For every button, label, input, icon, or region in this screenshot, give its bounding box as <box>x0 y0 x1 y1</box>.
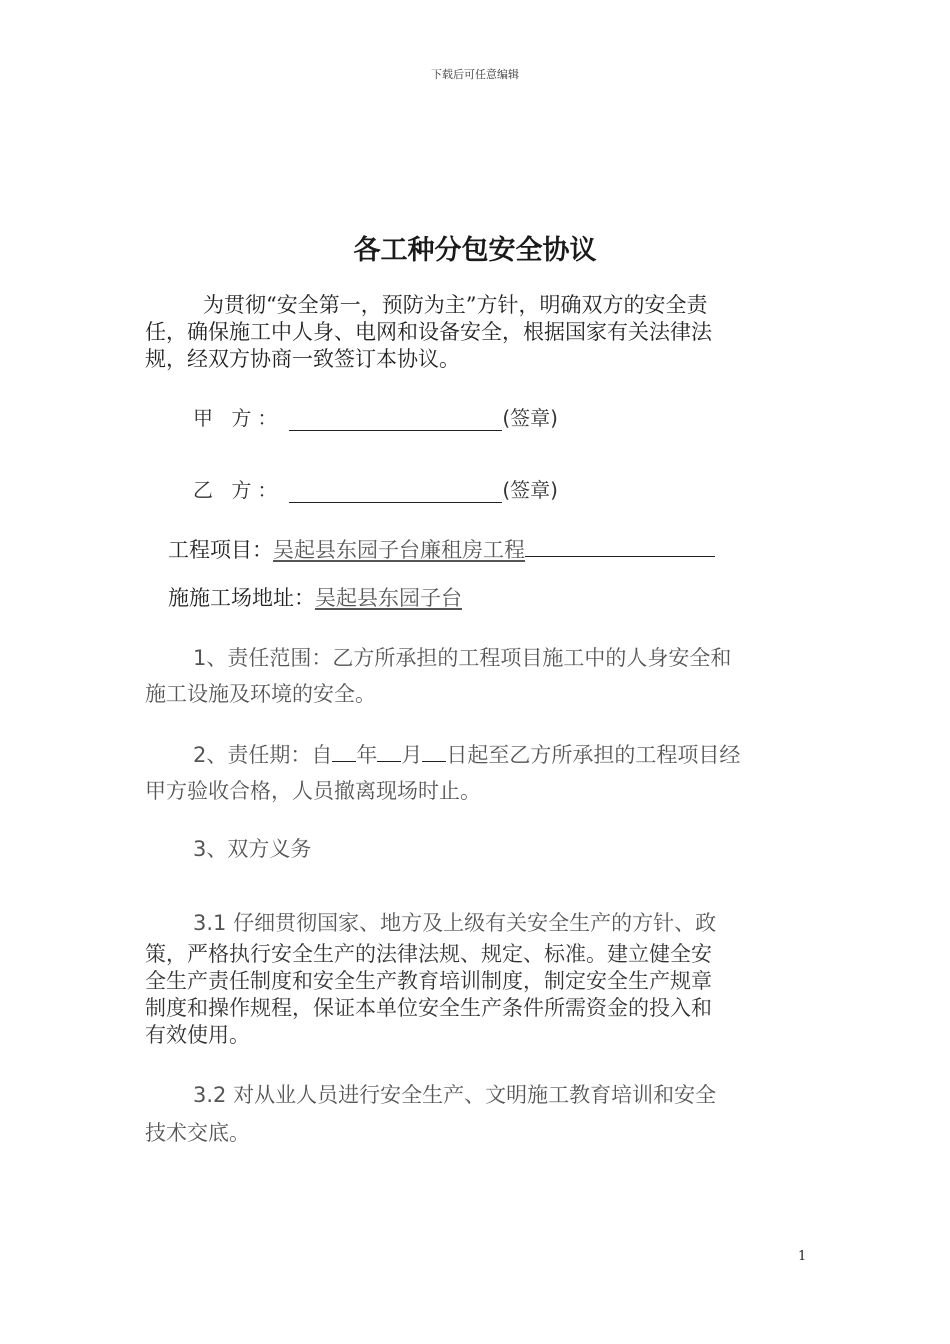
clause-text: 年 <box>356 743 378 767</box>
clause-line: 3.1 仔细贯彻国家、地方及上级有关安全生产的方针、政 <box>193 911 717 935</box>
clause-3 <box>145 834 810 864</box>
clause-1 <box>145 640 810 712</box>
party-b-seal: (签章) <box>502 478 558 502</box>
project-row <box>168 534 715 564</box>
page-number: 1 <box>798 1249 807 1264</box>
intro-paragraph <box>145 292 810 373</box>
party-b-row <box>193 474 558 503</box>
intro-line: 规，经双方协商一致签订本协议。 <box>145 347 460 371</box>
project-label: 工程项目： <box>168 538 273 562</box>
party-b-signature-line <box>289 480 502 503</box>
site-value: 吴起县东园子台 <box>315 586 462 610</box>
project-value: 吴起县东园子台廉租房工程 <box>273 538 525 562</box>
project-fill-line <box>525 536 715 557</box>
intro-line: 为贯彻“安全第一，预防为主”方针，明确双方的安全责 <box>203 293 708 317</box>
clause-line: 3、双方义务 <box>193 837 312 861</box>
intro-line: 任，确保施工中人身、电网和设备安全，根据国家有关法律法 <box>145 320 712 344</box>
party-a-label: 甲 方： <box>193 406 284 430</box>
party-a-seal: (签章) <box>502 406 558 430</box>
clause-line: 甲方验收合格，人员撤离现场时止。 <box>145 779 481 803</box>
clause-line: 全生产责任制度和安全生产教育培训制度，制定安全生产规章 <box>145 969 712 993</box>
header-note: 下载后可任意编辑 <box>431 68 519 81</box>
month-blank <box>377 741 401 762</box>
site-row <box>168 582 462 612</box>
party-a-row <box>193 402 558 431</box>
clause-line: 施工设施及环境的安全。 <box>145 682 376 706</box>
clause-line: 1、责任范围：乙方所承担的工程项目施工中的人身安全和 <box>193 646 732 670</box>
clause-text: 2、责任期：自 <box>193 743 333 767</box>
clause-line: 策，严格执行安全生产的法律法规、规定、标准。建立健全安 <box>145 942 712 966</box>
party-b-label: 乙 方： <box>193 478 284 502</box>
year-blank <box>332 741 356 762</box>
clause-text: 月 <box>401 743 423 767</box>
document-title: 各工种分包安全协议 <box>353 235 597 266</box>
clause-3-2 <box>145 1076 810 1152</box>
clause-line: 3.2 对从业人员进行安全生产、文明施工教育培训和安全 <box>193 1083 717 1107</box>
clause-2 <box>145 737 810 809</box>
clause-line: 技术交底。 <box>145 1121 250 1145</box>
day-blank <box>422 741 446 762</box>
clause-line: 有效使用。 <box>145 1023 250 1047</box>
site-label: 施施工场地址： <box>168 586 315 610</box>
clause-line: 制度和操作规程，保证本单位安全生产条件所需资金的投入和 <box>145 996 712 1020</box>
clause-3-1 <box>145 905 810 1049</box>
clause-text: 日起至乙方所承担的工程项目经 <box>446 743 741 767</box>
party-a-signature-line <box>289 408 502 431</box>
